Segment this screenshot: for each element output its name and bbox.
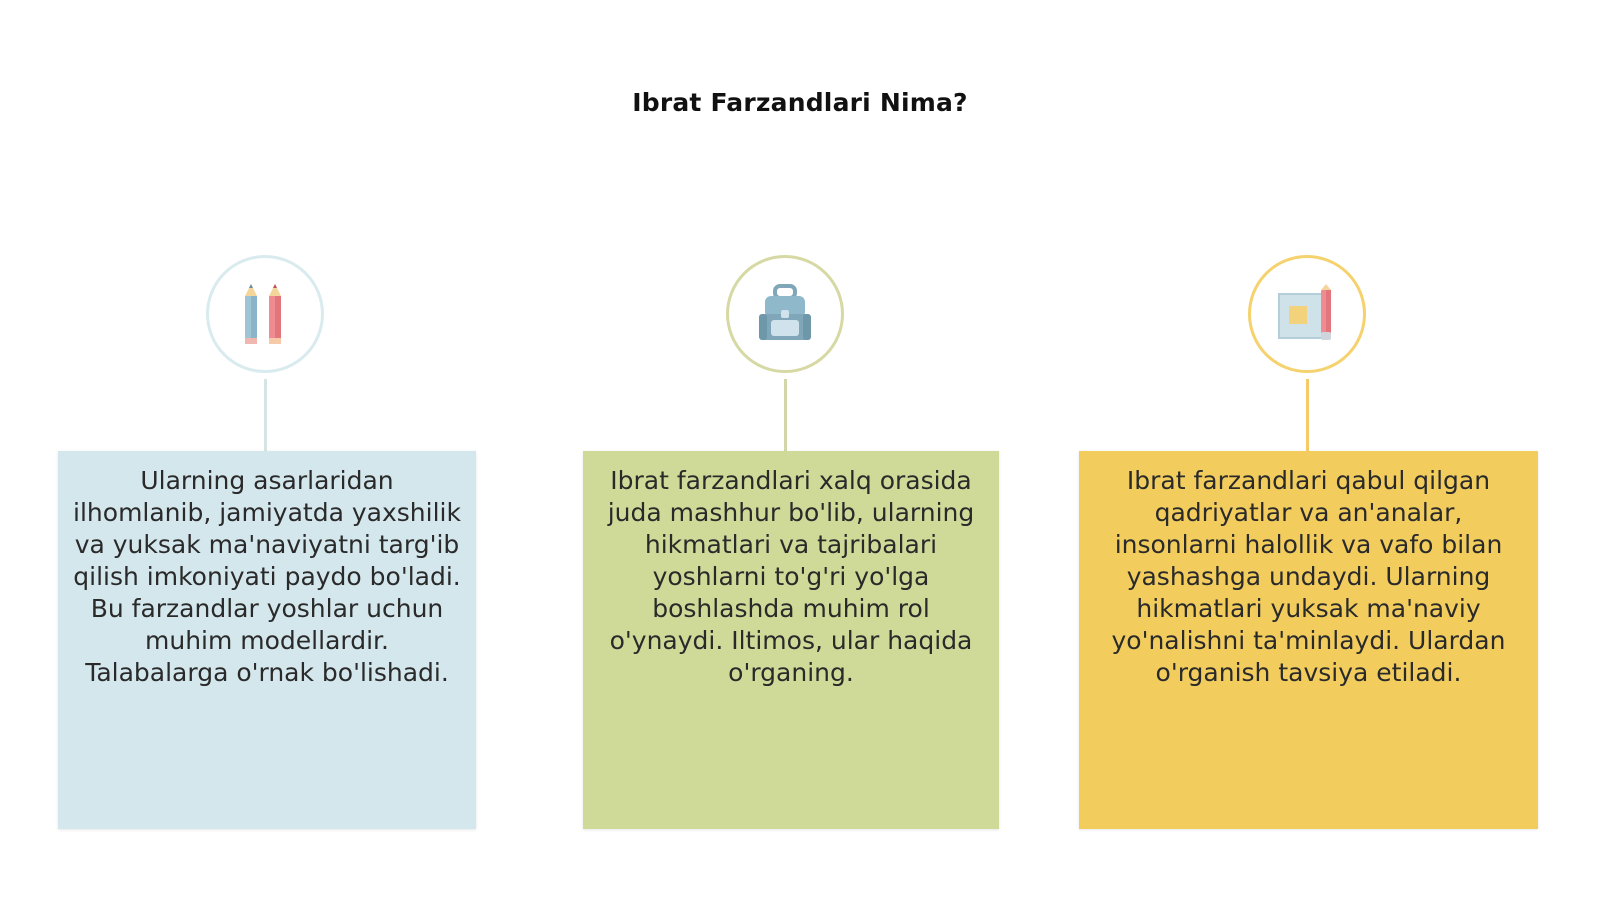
info-card-2 [583,451,999,829]
connector-line-1 [264,379,267,451]
card-text-2: Ibrat farzandlari xalq orasida juda mashhur bo'lib, ularning hikmatlari va tajribalari yoshlarni to'g'ri yo'lga boshlashda muhim rol o'ynaydi. Iltimos, ular haqida o'rganing. [607,466,975,687]
card-text-3: Ibrat farzandlari qabul qilgan qadriyatlar va an'analar, insonlarni halollik va vafo bilan yashashga undaydi. Ularning hikmatlari yuksak ma'naviy yo'nalishni ta'minlaydi. Ulardan o'rganish tavsiya etiladi. [1111,466,1506,687]
pencils-icon [237,282,293,346]
connector-line-2 [784,379,787,451]
sketchbook-icon [1277,284,1337,344]
info-card-3 [1079,451,1538,829]
page-title: Ibrat Farzandlari Nima? [632,88,968,117]
backpack-icon [755,284,815,344]
icon-circle-3 [1248,255,1366,373]
icon-circle-2 [726,255,844,373]
icon-circle-1 [206,255,324,373]
card-text-1: Ularning asarlaridan ilhomlanib, jamiyatda yaxshilik va yuksak ma'naviyatni targ'ib qilish imkoniyati paydo bo'ladi. Bu farzandlar yoshlar uchun muhim modellardir. Talabalarga o'rnak bo'lishadi. [73,466,461,687]
connector-line-3 [1306,379,1309,451]
info-card-1 [58,451,476,829]
